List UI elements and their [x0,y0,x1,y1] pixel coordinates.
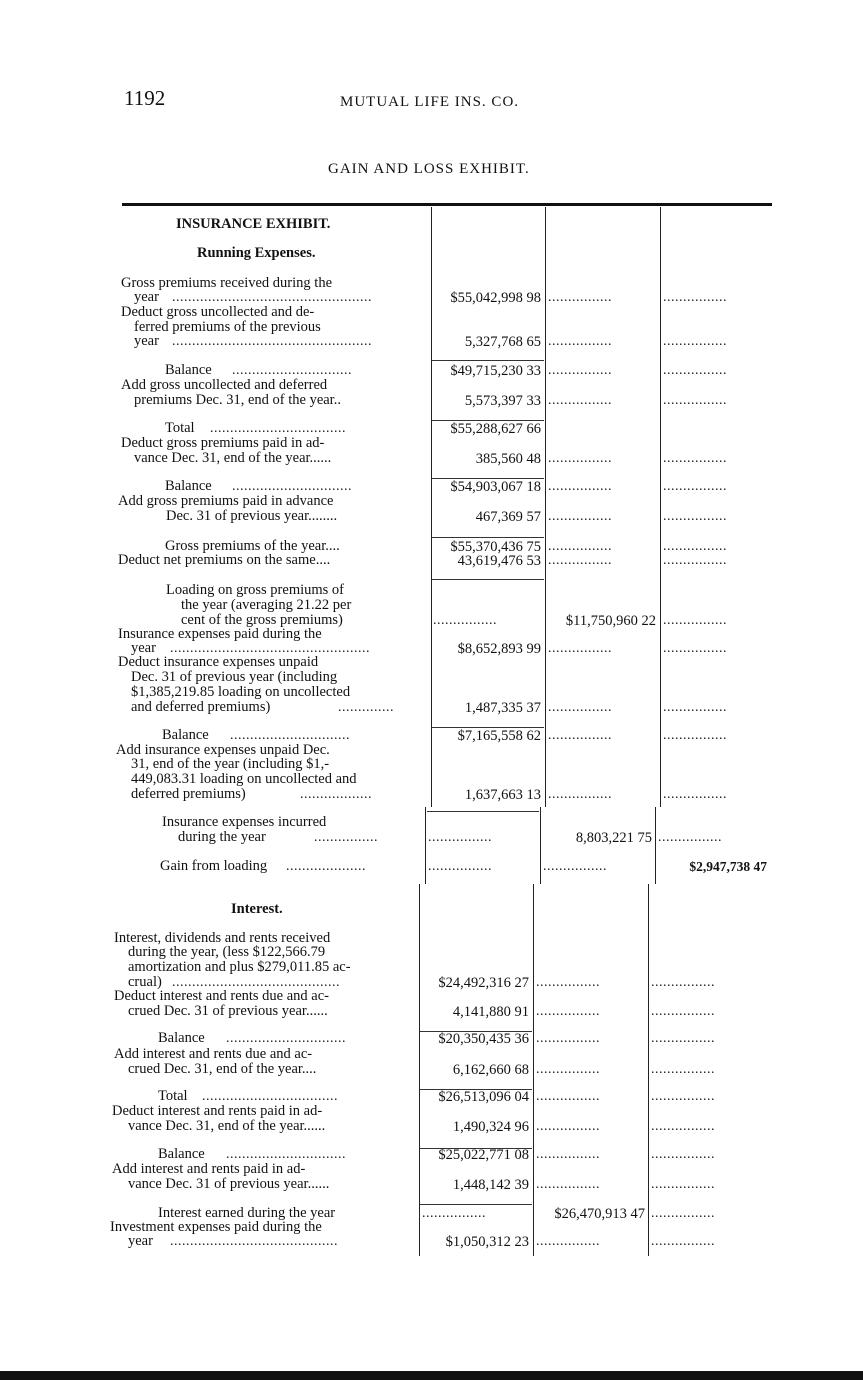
leader-dots: ................ [651,1062,715,1077]
line-label: Add interest and rents paid in ad- [112,1161,306,1177]
line-label: Balance [165,478,212,494]
amount-column-1: 1,490,324 96 [452,1119,529,1135]
line-label: vance Dec. 31, end of the year...... [134,450,332,466]
leader-dots: ................ [651,1004,715,1019]
amount-column-1: $1,050,312 23 [445,1234,529,1250]
leader-dots: ................ [536,1177,600,1192]
line-label: Dec. 31 of previous year........ [166,508,338,524]
leader-dots: ................ [663,787,727,802]
leader-dots: ................ [651,1147,715,1162]
leader-dots: ................ [536,1004,600,1019]
line-label: vance Dec. 31 of previous year...... [128,1176,330,1192]
amount-column-1: $25,022,771 08 [438,1147,529,1163]
leader-dots: ................ [433,613,497,628]
sum-rule [432,537,544,538]
column-rule [425,807,426,884]
leader-dots: ................ [548,363,612,378]
leader-dots: ................ [536,1147,600,1162]
leader-dots: ................ [651,1031,715,1046]
leader-dots: ................ [548,700,612,715]
leader-dots: .................................................. [172,290,372,305]
line-label: Deduct interest and rents due and ac- [114,988,329,1004]
line-label: ferred premiums of the previous [134,319,321,335]
leader-dots: ................ [651,975,715,990]
amount-column-2: $11,750,960 22 [565,613,656,629]
leader-dots: ................ [548,479,612,494]
leader-dots: ................ [663,700,727,715]
line-label: crual) [128,974,162,990]
leader-dots: ................ [548,553,612,568]
leader-dots: ................ [536,975,600,990]
amount-column-1: 43,619,476 53 [457,553,541,569]
amount-column-1: $49,715,230 33 [450,363,541,379]
line-label: Loading on gross premiums of [166,582,345,598]
leader-dots: ................ [663,290,727,305]
sum-rule [420,1204,532,1205]
leader-dots: ................ [663,539,727,554]
amount-column-1: 4,141,880 91 [452,1004,529,1020]
line-label: Add gross uncollected and deferred [121,377,328,393]
line-label: Total [158,1088,188,1104]
leader-dots: ................ [663,728,727,743]
line-label: Balance [162,727,209,743]
amount-column-1: 5,573,397 33 [464,393,541,409]
line-label: 449,083.31 loading on uncollected and [131,771,357,787]
leader-dots: ................ [651,1206,715,1221]
line-label: 31, end of the year (including $1,- [131,756,330,772]
amount-column-2: 8,803,221 75 [575,830,652,846]
scan-edge-band [0,1371,863,1380]
leader-dots: ................ [428,830,492,845]
leader-dots: .............................. [232,363,352,378]
leader-dots: ................ [651,1119,715,1134]
line-label: year [134,333,159,349]
amount-column-1: $55,288,627 66 [450,421,541,437]
leader-dots: ................ [663,509,727,524]
leader-dots: ................ [548,787,612,802]
leader-dots: ................ [548,641,612,656]
column-rule [545,207,546,807]
sum-rule [432,579,544,580]
leader-dots: ................ [651,1089,715,1104]
leader-dots: ................ [651,1177,715,1192]
amount-column-1: $55,370,436 75 [450,539,541,555]
line-label: Deduct insurance expenses unpaid [118,654,319,670]
leader-dots: ................ [663,479,727,494]
line-label: Interest earned during the year [158,1205,336,1221]
leader-dots: ................ [548,334,612,349]
line-label: year [134,289,159,305]
line-label: crued Dec. 31 of previous year...... [128,1003,328,1019]
column-rule [648,884,649,1256]
leader-dots: .................... [286,859,366,874]
leader-dots: ................ [548,539,612,554]
leader-dots: ................ [536,1089,600,1104]
line-label: Add interest and rents due and ac- [114,1046,313,1062]
line-label: the year (averaging 21.22 per [181,597,352,613]
line-label: premiums Dec. 31, end of the year.. [134,392,341,408]
leader-dots: ................ [536,1031,600,1046]
line-label: Insurance expenses paid during the [118,626,322,642]
exhibit-title: GAIN AND LOSS EXHIBIT. [328,161,530,177]
amount-column-1: $7,165,558 62 [457,728,541,744]
leader-dots: .............................. [226,1031,346,1046]
section-heading: INSURANCE EXHIBIT. [176,216,331,232]
amount-column-1: $55,042,998 98 [450,290,541,306]
leader-dots: ................ [428,859,492,874]
leader-dots: .................................. [202,1089,338,1104]
running-head: MUTUAL LIFE INS. CO. [340,94,520,110]
amount-column-1: $26,513,096 04 [438,1089,529,1105]
amount-column-1: 1,637,663 13 [464,787,541,803]
leader-dots: .............. [338,700,394,715]
leader-dots: ................ [663,334,727,349]
line-label: Gain from loading [160,858,268,874]
line-label: Investment expenses paid during the [110,1219,322,1235]
line-label: during the year, (less $122,566.79 [128,944,326,960]
line-label: Deduct gross premiums paid in ad- [121,435,325,451]
amount-column-1: $54,903,067 18 [450,479,541,495]
leader-dots: ................ [663,393,727,408]
amount-column-1: 467,369 57 [475,509,541,525]
leader-dots: ................ [663,451,727,466]
line-label: amortization and plus $279,011.85 ac- [128,959,351,975]
leader-dots: ................ [536,1119,600,1134]
leader-dots: .............................. [226,1147,346,1162]
column-rule [660,207,661,807]
leader-dots: ................ [543,859,607,874]
line-label: Add gross premiums paid in advance [118,493,334,509]
line-label: Gross premiums of the year.... [165,538,340,554]
amount-column-1: $20,350,435 36 [438,1031,529,1047]
line-label: Insurance expenses incurred [162,814,327,830]
column-rule [533,884,534,1256]
amount-column-1: 385,560 48 [475,451,541,467]
line-label: Interest, dividends and rents received [114,930,331,946]
leader-dots: .................. [300,787,372,802]
amount-column-1: 5,327,768 65 [464,334,541,350]
line-label: and deferred premiums) [131,699,271,715]
leader-dots: ................ [651,1234,715,1249]
line-label: Total [165,420,195,436]
line-label: Balance [158,1030,205,1046]
leader-dots: ................ [663,641,727,656]
leader-dots: .............................. [232,479,352,494]
line-label: $1,385,219.85 loading on uncollected [131,684,351,700]
line-label: year [128,1233,153,1249]
leader-dots: .......................................... [170,1234,338,1249]
leader-dots: ................ [658,830,722,845]
amount-column-1: $8,652,893 99 [457,641,541,657]
leader-dots: .................................................. [172,334,372,349]
line-label: year [131,640,156,656]
amount-column-1: 1,448,142 39 [452,1177,529,1193]
line-label: Gross premiums received during the [121,275,333,291]
amount-column-1: $24,492,316 27 [438,975,529,991]
section-heading: Running Expenses. [197,245,316,261]
leader-dots: ................ [548,290,612,305]
leader-dots: ................ [536,1062,600,1077]
leader-dots: ................ [548,393,612,408]
leader-dots: ................ [422,1206,486,1221]
section-heading: Interest. [231,901,283,917]
amount-column-2: $26,470,913 47 [554,1206,645,1222]
line-label: Deduct net premiums on the same.... [118,552,331,568]
amount-column-1: 1,487,335 37 [464,700,541,716]
line-label: Deduct gross uncollected and de- [121,304,315,320]
line-label: cent of the gross premiums) [181,612,343,628]
sum-rule [432,360,544,361]
leader-dots: ................ [663,613,727,628]
leader-dots: .............................. [230,728,350,743]
leader-dots: ................ [536,1234,600,1249]
leader-dots: ................ [548,451,612,466]
line-label: Add insurance expenses unpaid Dec. [116,742,330,758]
gain-from-loading-amount: $2,947,738 47 [689,859,767,874]
leader-dots: .................................................. [170,641,370,656]
sum-rule [427,811,539,812]
line-label: deferred premiums) [131,786,246,802]
leader-dots: ................ [548,728,612,743]
line-label: Balance [158,1146,205,1162]
amount-column-1: 6,162,660 68 [452,1062,529,1078]
top-rule [122,203,772,206]
line-label: during the year [178,829,266,845]
leader-dots: ................ [663,553,727,568]
leader-dots: ................ [314,830,378,845]
leader-dots: ................ [548,509,612,524]
leader-dots: .......................................... [172,975,340,990]
page-number: 1192 [124,86,166,110]
leader-dots: ................ [663,363,727,378]
line-label: Balance [165,362,212,378]
leader-dots: .................................. [210,421,346,436]
line-label: crued Dec. 31, end of the year.... [128,1061,317,1077]
line-label: Deduct interest and rents paid in ad- [112,1103,323,1119]
line-label: vance Dec. 31, end of the year...... [128,1118,326,1134]
line-label: Dec. 31 of previous year (including [131,669,338,685]
